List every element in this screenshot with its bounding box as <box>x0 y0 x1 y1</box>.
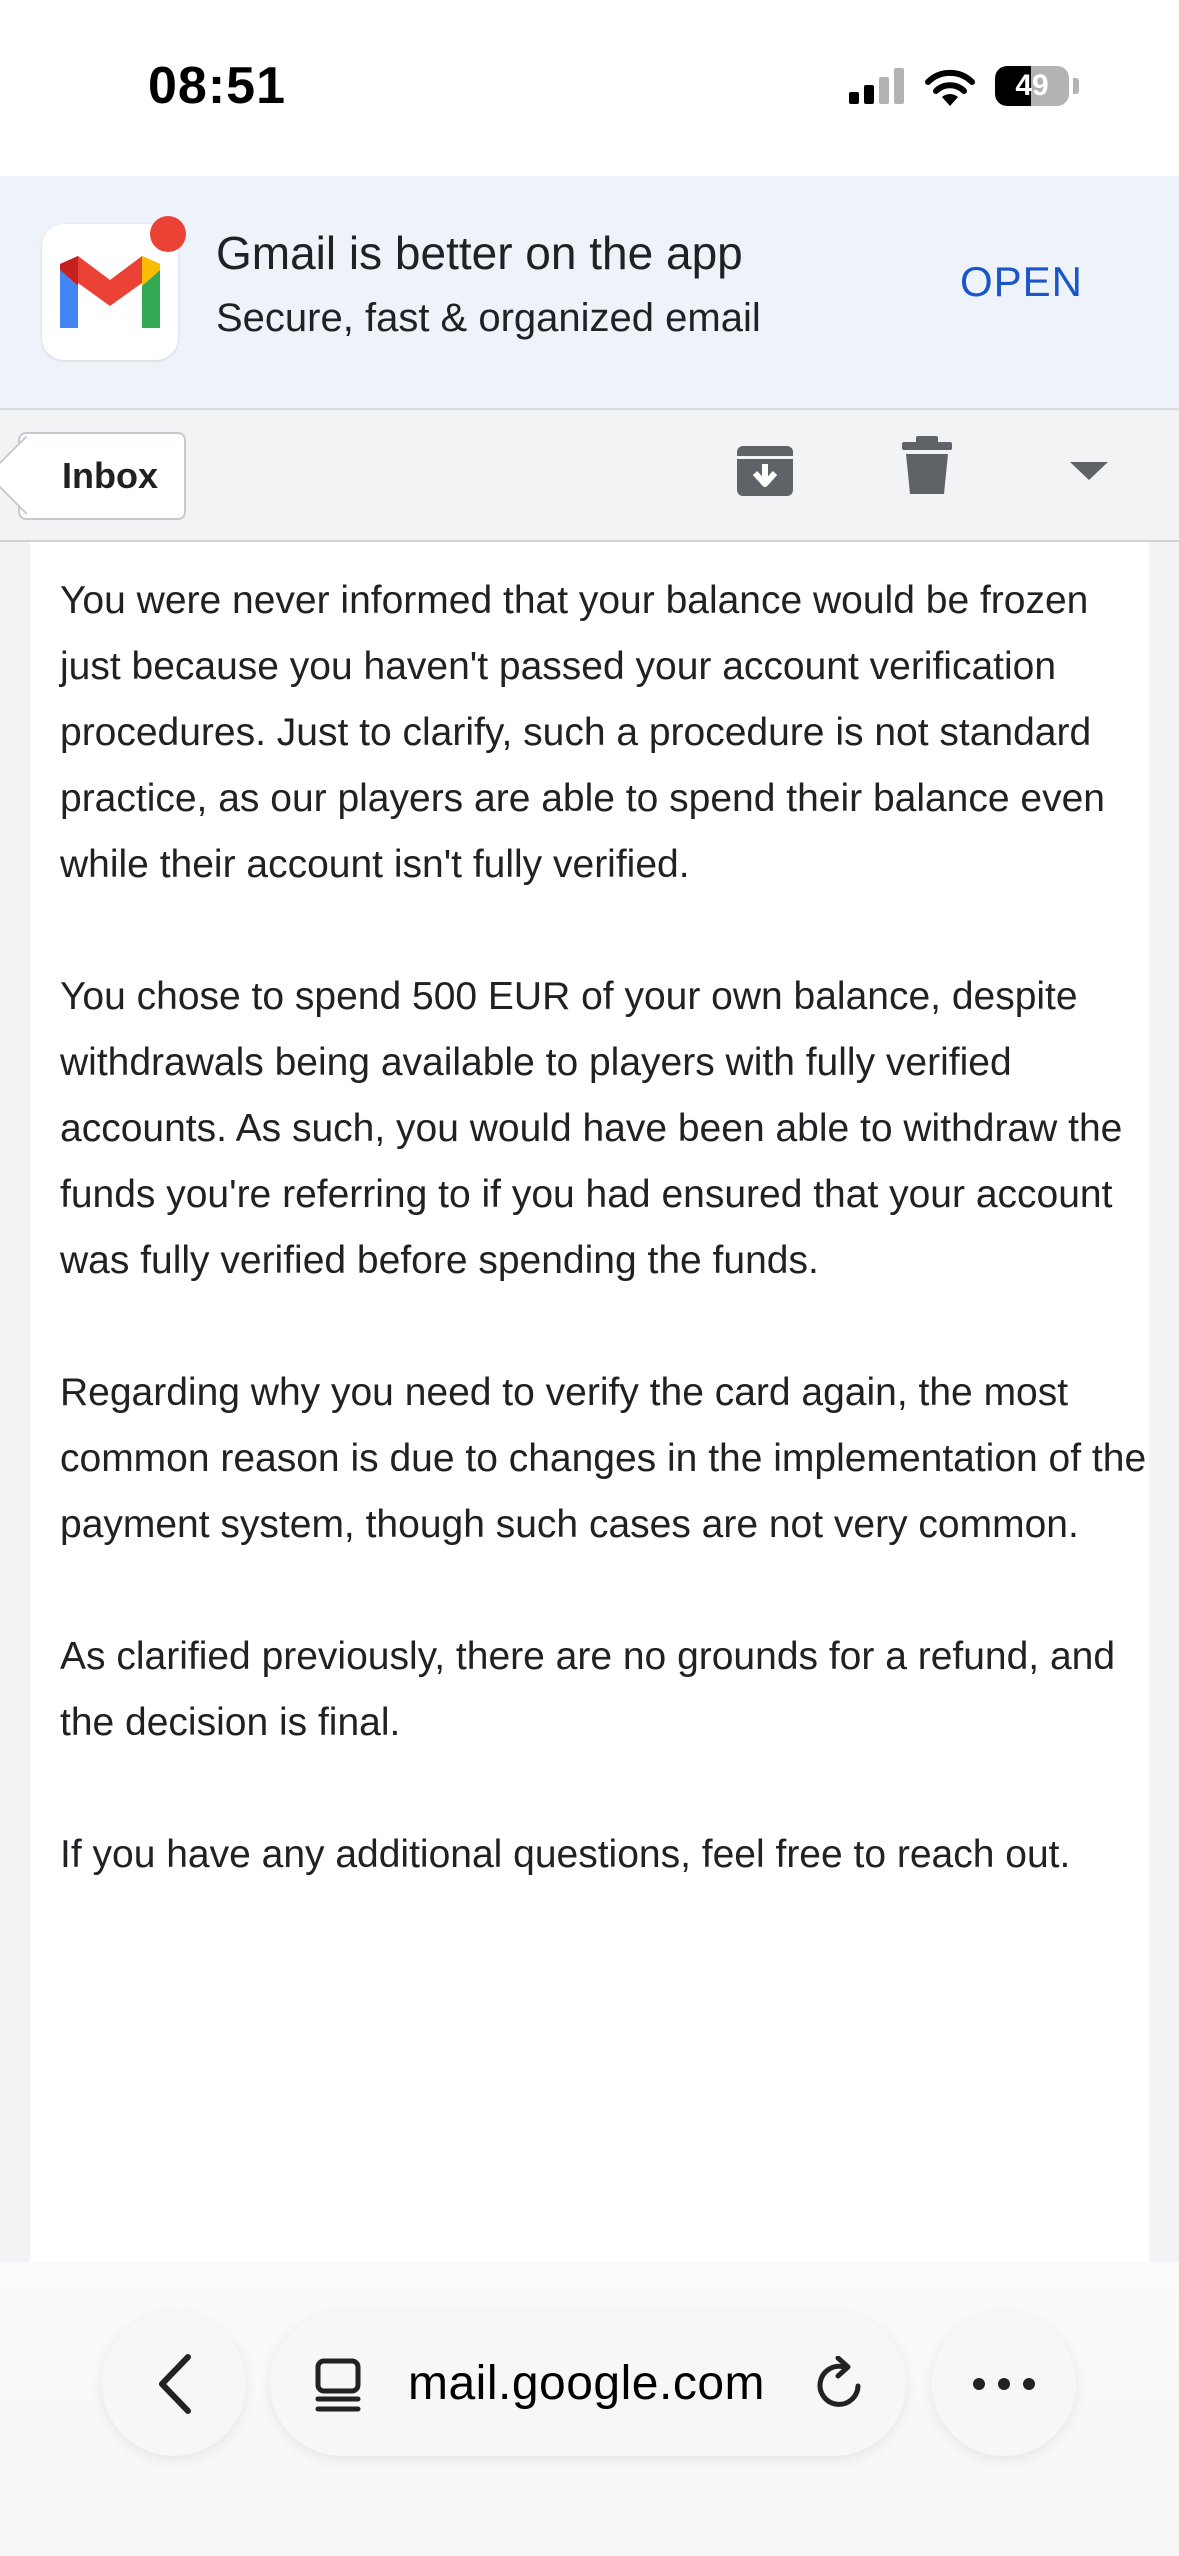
message-frame <box>0 542 1179 2262</box>
status-bar <box>0 0 1179 176</box>
tab-layout-icon <box>314 2358 364 2412</box>
message-paragraph-4: As clarified previously, there are no grounds for a refund, and the decision is final. <box>60 1635 1116 1744</box>
browser-toolbar <box>0 2262 1179 2556</box>
more-ellipsis-icon <box>972 2377 1036 2391</box>
battery-nub <box>1073 78 1079 94</box>
status-time: 08:51 <box>148 57 286 115</box>
archive-icon[interactable] <box>734 440 796 502</box>
browser-more-button[interactable] <box>932 2312 1076 2456</box>
message-text <box>60 568 1150 1954</box>
url-text: mail.google.com <box>408 2357 765 2410</box>
battery-level: 49 <box>1015 69 1049 102</box>
reload-icon[interactable] <box>814 2356 866 2412</box>
message-paragraph-3: Regarding why you need to verify the card again, the most common reason is due to changes in the implementation of the payment system, though such cases are not very common. <box>60 1371 1147 1546</box>
back-chevron-icon <box>154 2353 194 2415</box>
notification-badge <box>150 216 186 252</box>
message-body <box>30 542 1149 2262</box>
trash-icon[interactable] <box>902 436 952 496</box>
gmail-logo-icon <box>42 224 178 360</box>
browser-back-button[interactable] <box>102 2312 246 2456</box>
back-to-inbox-button[interactable] <box>18 432 186 520</box>
message-paragraph-2: You chose to spend 500 EUR of your own balance, despite withdrawals being available to players with fully verified accounts. As such, you would have been able to withdraw the funds you're referring to if you had ensured that your account was fully verified before spending the funds. <box>60 975 1123 1282</box>
app-promo-banner <box>0 176 1179 410</box>
open-app-button[interactable]: OPEN <box>959 258 1083 305</box>
message-paragraph-5: If you have any additional questions, feel free to reach out. <box>60 1833 1071 1876</box>
cellular-signal-icon <box>849 68 905 104</box>
wifi-icon <box>923 66 977 106</box>
message-toolbar <box>0 410 1179 542</box>
address-bar[interactable] <box>270 2312 906 2456</box>
inbox-label: Inbox <box>62 455 158 496</box>
banner-subtitle: Secure, fast & organized email <box>216 296 761 340</box>
more-dropdown-icon[interactable] <box>1070 462 1108 482</box>
battery-icon <box>995 66 1069 106</box>
message-paragraph-1: You were never informed that your balance would be frozen just because you haven't passed your account verification procedures. Just to clarify, such a procedure is not standard practice, as our players are able to spend their balance even while their account isn't fully verified. <box>60 579 1105 886</box>
banner-title: Gmail is better on the app <box>216 227 743 279</box>
status-icons <box>849 64 1079 108</box>
